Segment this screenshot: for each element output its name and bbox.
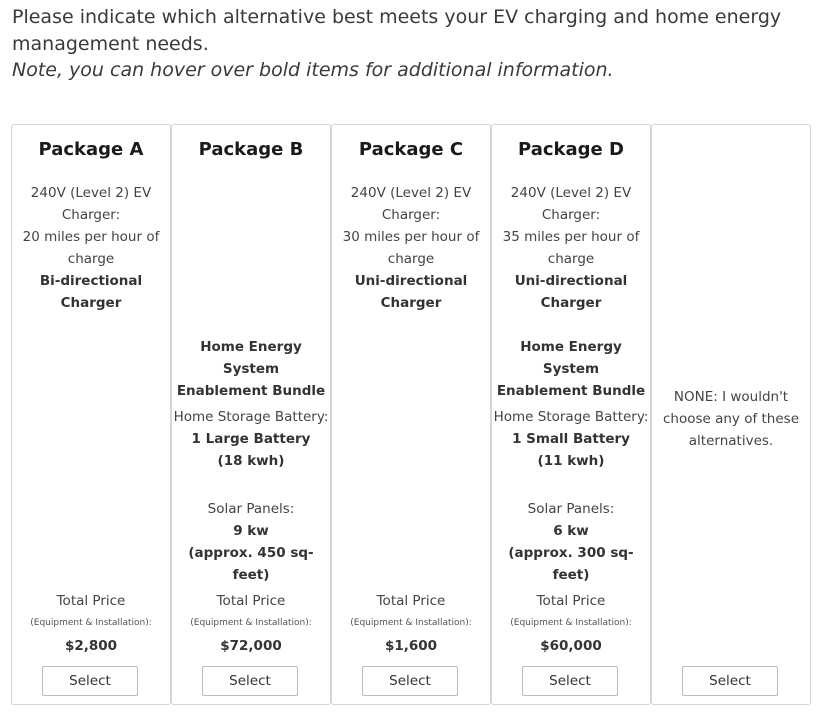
total-price-label: Total Price — [216, 593, 286, 609]
price-subtext: (Equipment & Installation): — [190, 618, 312, 628]
package-d-charger — [492, 182, 650, 314]
charger-type[interactable]: Uni-directional — [514, 273, 628, 289]
price-subtext: (Equipment & Installation): — [510, 618, 632, 628]
solar-value[interactable]: 6 kw — [553, 523, 589, 539]
battery-capacity[interactable]: (11 kwh) — [537, 453, 605, 469]
charge-speed: 35 miles per hour of — [502, 229, 640, 245]
bundle-name-2[interactable]: Enablement Bundle — [176, 383, 326, 399]
package-a-price: $2,800 — [64, 638, 118, 654]
package-d-card[interactable] — [491, 124, 651, 705]
package-a-charger — [12, 182, 170, 314]
bundle-name[interactable]: Home Energy System — [520, 339, 622, 377]
none-option-card[interactable] — [651, 124, 811, 705]
charger-type[interactable]: Uni-directional — [354, 273, 468, 289]
package-b-card[interactable] — [171, 124, 331, 705]
package-c-title: Package C — [358, 139, 464, 160]
package-c-price: $1,600 — [384, 638, 438, 654]
package-b-select-button[interactable]: Select — [202, 666, 298, 696]
charger-label: 240V (Level 2) EV — [350, 185, 472, 201]
package-options — [11, 124, 811, 705]
price-subtext: (Equipment & Installation): — [30, 618, 152, 628]
charger-label-2: Charger: — [61, 207, 121, 223]
package-d-bundle — [492, 336, 650, 402]
charger-label: 240V (Level 2) EV — [510, 185, 632, 201]
charger-label-2: Charger: — [541, 207, 601, 223]
package-b-price: $72,000 — [220, 638, 282, 654]
solar-area[interactable]: (approx. 450 sq-feet) — [188, 545, 314, 583]
battery-capacity[interactable]: (18 kwh) — [217, 453, 285, 469]
charger-type-2[interactable]: Charger — [380, 295, 442, 311]
none-option-text: NONE: I wouldn't choose any of these alternatives. — [662, 389, 800, 449]
charger-label-2: Charger: — [381, 207, 441, 223]
charge-speed: 30 miles per hour of — [342, 229, 480, 245]
charge-speed: 20 miles per hour of — [22, 229, 160, 245]
question-prompt: Please indicate which alternative best meets your EV charging and home energy management needs. — [12, 6, 782, 55]
question-text — [12, 4, 802, 84]
question-note: Note, you can hover over bold items for additional information. — [12, 59, 614, 81]
package-d-solar — [492, 498, 650, 586]
solar-area[interactable]: (approx. 300 sq-feet) — [508, 545, 634, 583]
package-c-card[interactable] — [331, 124, 491, 705]
solar-label: Solar Panels: — [527, 501, 615, 517]
charge-speed-2: charge — [387, 251, 435, 267]
bundle-name-2[interactable]: Enablement Bundle — [496, 383, 646, 399]
package-d-select-button[interactable]: Select — [522, 666, 618, 696]
package-c-select-button[interactable]: Select — [362, 666, 458, 696]
battery-value[interactable]: 1 Large Battery — [191, 431, 311, 447]
package-b-title: Package B — [198, 139, 304, 160]
charge-speed-2: charge — [547, 251, 595, 267]
price-subtext: (Equipment & Installation): — [350, 618, 472, 628]
battery-label: Home Storage Battery: — [493, 409, 649, 425]
charger-type-2[interactable]: Charger — [540, 295, 602, 311]
package-a-card[interactable] — [11, 124, 171, 705]
charger-label: 240V (Level 2) EV — [30, 185, 152, 201]
package-d-price: $60,000 — [540, 638, 602, 654]
package-d-title: Package D — [518, 139, 624, 160]
package-b-battery — [172, 406, 330, 472]
package-b-bundle — [172, 336, 330, 402]
total-price-label: Total Price — [376, 593, 446, 609]
battery-label: Home Storage Battery: — [173, 409, 329, 425]
charge-speed-2: charge — [67, 251, 115, 267]
bundle-name[interactable]: Home Energy System — [200, 339, 302, 377]
package-c-charger — [332, 182, 490, 314]
package-d-battery — [492, 406, 650, 472]
total-price-label: Total Price — [56, 593, 126, 609]
none-select-button[interactable]: Select — [682, 666, 778, 696]
package-a-select-button[interactable]: Select — [42, 666, 138, 696]
package-a-title: Package A — [38, 139, 144, 160]
solar-label: Solar Panels: — [207, 501, 295, 517]
charger-type[interactable]: Bi-directional Charger — [39, 273, 143, 311]
total-price-label: Total Price — [536, 593, 606, 609]
package-b-solar — [172, 498, 330, 586]
solar-value[interactable]: 9 kw — [233, 523, 269, 539]
battery-value[interactable]: 1 Small Battery — [512, 431, 630, 447]
